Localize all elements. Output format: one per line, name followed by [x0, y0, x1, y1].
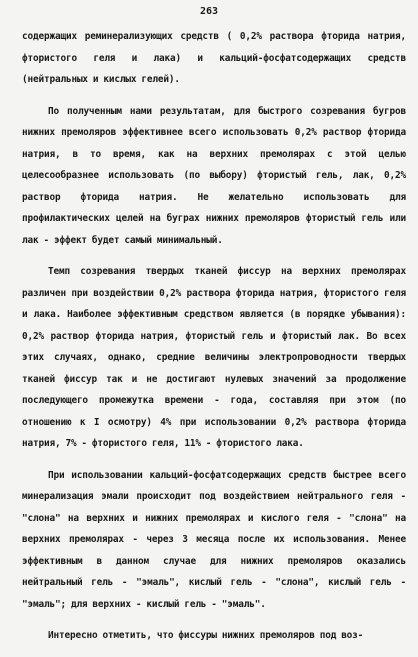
page-number: 263	[199, 6, 219, 17]
body-text	[22, 26, 406, 657]
paragraph-3: Темп созревания твердых тканей фиссур на верхних премолярах различен при воздействии 0,2% раствора фторида натрия, фтористого геля и лака. Наиболее эффективным средством является (в порядке убывания): 0,2% раствор фторида натрия, фтористый гель и фтористый лак. Во всех этих случаях, однако, средние величины электропроводности твердых тканей фиссур так и не достигают нулевых значений за продолжение последующего промежутка времени - года, составляя при этом (по отношению к I осмотру) 4% при использовании 0,2% раствора фторида натрия, 7% - фтористого геля, 11% - фтористого лака.	[22, 266, 406, 449]
paragraph-4: При использовании кальций-фосфатсодержащих средств быстрее всего минерализация эмали происходит под воздействием нейтрального геля - "слона" на верхних и нижних премолярах и кислого геля - "слона" на верхних премолярах - через 3 месяца после их использования. Менее эффективным в данном случае для нижних премоляров оказались нейтральный гель - "эмаль", кислый гель - "слона", кислый гель - "эмаль"; для верхних - кислый гель - "эмаль".	[22, 469, 406, 610]
paragraph-2: По полученным нами результатам, для быстрого созревания бугров нижних премоляров эффективнее всего использовать 0,2% раствор фторида натрия, в то время, как на верхних премолярах с этой целью целесообразнее использовать (по выбору) фтористый гель, лак, 0,2% раствор фторида натрия. Не желательно использовать для профилактических целей на буграх нижних премоляров фтористый гель или лак - эффект будет самый минимальный.	[22, 105, 406, 246]
paragraph-1: содержащих реминерализующих средств ( 0,2% раствора фторида натрия, фтористого геля и лака) и кальций-фосфатсодержащих средств (нейтральных и кислых гелей).	[22, 31, 406, 85]
paragraph-5: Интересно отметить, что фиссуры нижних премоляров под воз-	[48, 630, 364, 641]
